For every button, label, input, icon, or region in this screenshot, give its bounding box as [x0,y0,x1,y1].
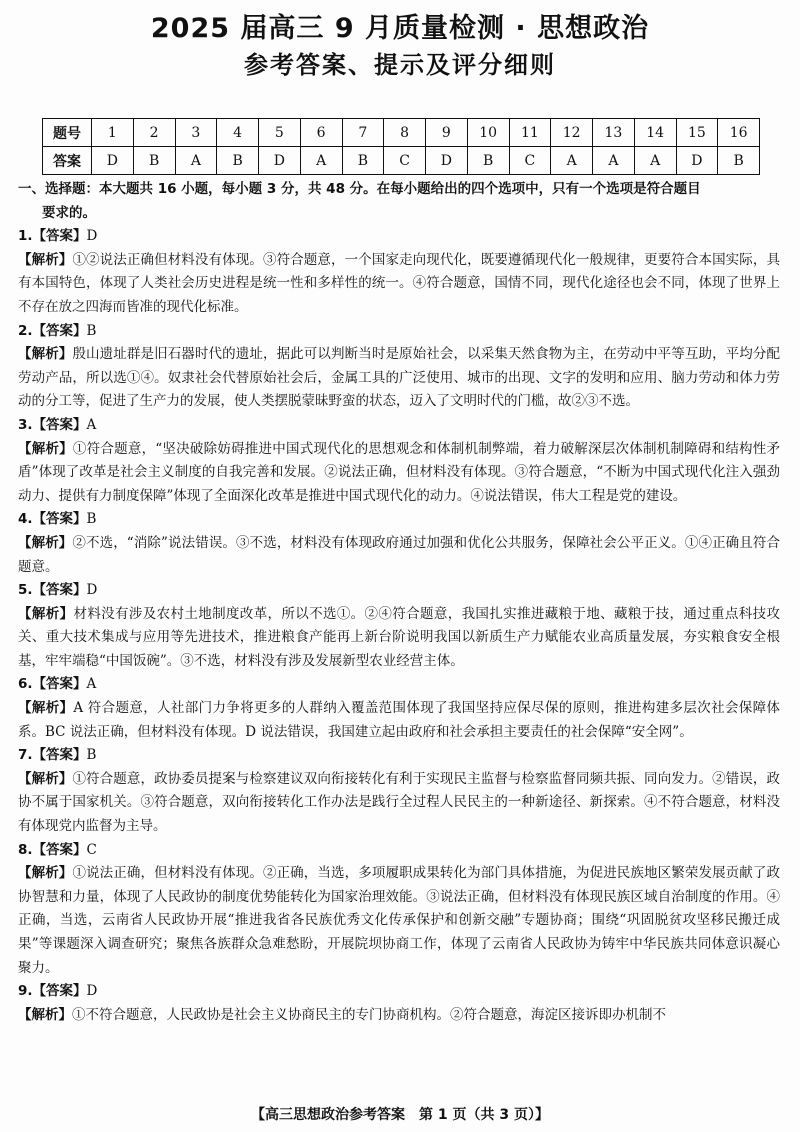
answer-letter: A [86,676,97,693]
answer-heading [18,980,780,1004]
answer-heading [18,839,780,863]
answer-table [42,118,760,175]
question-number: 8 [384,119,426,147]
section-heading: 一、选择题：本大题共 16 小题，每小题 3 分，共 48 分。在每小题给出的四个选项中，只有一个选项是符合题目 [18,181,701,197]
question-number: 5 [259,119,301,147]
answer-cell: A [634,147,676,175]
analysis-paragraph [18,1004,780,1028]
answer-cell: A [300,147,342,175]
answer-cell: B [217,147,259,175]
analysis-label: 【解析】 [18,251,73,268]
question-number: 16 [718,119,760,147]
analysis-paragraph [18,603,780,674]
question-block-1 [18,225,780,319]
question-number: 7 [342,119,384,147]
answer-letter: A [86,416,97,433]
answer-heading [18,225,780,249]
answer-label: 3.【答案】 [18,416,87,433]
answer-label: 2.【答案】 [18,322,87,339]
answer-cell: C [384,147,426,175]
question-number: 2 [133,119,175,147]
question-number: 3 [175,119,217,147]
analysis-label: 【解析】 [18,700,74,717]
question-number: 10 [467,119,509,147]
question-block-4 [18,508,780,579]
analysis-paragraph [18,697,780,744]
answer-table-row-label: 答案 [43,147,92,175]
answer-letter: B [86,747,97,764]
analysis-label: 【解析】 [18,346,73,363]
analysis-text: ①不符合题意，人民政协是社会主义协商民主的专门协商机构。②符合题意，海淀区接诉即办机制不 [72,1006,666,1023]
answer-letter: D [86,983,98,1000]
question-block-3 [18,414,780,508]
answer-label: 8.【答案】 [18,841,87,858]
answer-cell: B [467,147,509,175]
question-number: 6 [300,119,342,147]
analysis-label: 【解析】 [18,605,74,622]
answer-cell: D [676,147,718,175]
page-subtitle: 参考答案、提示及评分细则 [244,51,556,79]
answer-label: 4.【答案】 [18,511,87,528]
question-block-2 [18,320,780,414]
answer-cell: A [593,147,635,175]
answer-label: 1.【答案】 [18,228,87,245]
analysis-paragraph [18,249,780,320]
section-heading-continued: 要求的。 [42,204,96,221]
question-number: 13 [593,119,635,147]
answer-label: 7.【答案】 [18,747,87,764]
analysis-label: 【解析】 [18,440,73,457]
analysis-paragraph [18,438,780,509]
analysis-label: 【解析】 [18,770,73,787]
analysis-paragraph [18,862,780,980]
question-number: 14 [634,119,676,147]
page-footer: 【高三思想政治参考答案 第 1 页（共 3 页）】 [251,1107,549,1123]
question-number: 9 [426,119,468,147]
answer-table-row-label: 题号 [43,119,92,147]
answer-label: 9.【答案】 [18,983,87,1000]
answer-label: 5.【答案】 [18,582,87,599]
question-block-8 [18,839,780,981]
answer-cell: A [175,147,217,175]
page-title: 2025 届高三 9 月质量检测 · 思想政治 [150,13,650,44]
question-number: 11 [509,119,551,147]
answer-heading [18,673,780,697]
answer-cell: B [718,147,760,175]
analysis-label: 【解析】 [18,534,73,551]
answer-cell: B [133,147,175,175]
analysis-label: 【解析】 [18,865,73,882]
analysis-paragraph [18,532,780,579]
analysis-text: ①说法正确，但材料没有体现。②正确，当选，多项履职成果转化为部门具体措施，为促进民族地区繁荣发展贡献了政协智慧和力量，体现了人民政协的制度优势能转化为国家治理效能。③说法正确，但材料没有体现民族区域自治制度的作用。④正确，当选，云南省人民政协开展“推进我省各民族优秀文化传承保护和创新交融”专题协商；围绕“巩固脱贫攻坚移民搬迁成果”等课题深入调查研究；聚焦各族群众急难愁盼，开展院坝协商工作，体现了云南省人民政协为铸牢中华民族共同体意识凝心聚力。 [18,865,780,976]
answer-heading [18,579,780,603]
analysis-text: 殷山遗址群是旧石器时代的遗址，据此可以判断当时是原始社会，以采集天然食物为主，在劳动中平等互助，平均分配劳动产品，所以选①④。奴隶社会代替原始社会后，金属工具的广泛使用、城市的出现、文字的发明和应用、脑力劳动和体力劳动的分工等，促进了生产力的发展，使人类摆脱蒙昧野蛮的状态，迈入了文明时代的门槛，故②③不选。 [18,346,780,410]
answer-letter: D [86,228,98,245]
answer-cell: B [342,147,384,175]
answer-letter: D [86,582,98,599]
question-block-5 [18,579,780,673]
analysis-text: ②不选，“消除”说法错误。③不选，材料没有体现政府通过加强和优化公共服务，保障社会公平正义。①④正确且符合题意。 [18,534,780,575]
question-number: 4 [217,119,259,147]
answer-cell: D [92,147,134,175]
answer-label: 6.【答案】 [18,676,87,693]
answer-explanations [18,178,780,1027]
analysis-label: 【解析】 [18,1006,72,1023]
question-number: 15 [676,119,718,147]
question-number: 1 [92,119,134,147]
question-block-9 [18,980,780,1027]
answer-letter: C [86,841,97,858]
question-block-6 [18,673,780,744]
answer-cell: C [509,147,551,175]
analysis-text: A 符合题意，人社部门力争将更多的人群纳入覆盖范围体现了我国坚持应保尽保的原则，推进构建多层次社会保障体系。BC 说法正确，但材料没有体现。D 说法错误，我国建立起由政府和社会承担主要责任的社会保障“安全网”。 [18,700,780,740]
answer-heading [18,508,780,532]
answer-heading [18,744,780,768]
analysis-paragraph [18,343,780,414]
answer-letter: B [86,322,97,339]
analysis-text: ①②说法正确但材料没有体现。③符合题意，一个国家走向现代化，既要遵循现代化一般规律，更要符合本国实际，具有本国特色，体现了人类社会历史进程是统一性和多样性的统一。④符合题意，国情不同，现代化途径也会不同，体现了世界上不存在放之四海而皆准的现代化标准。 [18,251,780,315]
answer-cell: D [426,147,468,175]
answer-cell: A [551,147,593,175]
answer-cell: D [259,147,301,175]
question-number: 12 [551,119,593,147]
question-block-7 [18,744,780,838]
analysis-text: ①符合题意，“坚决破除妨碍推进中国式现代化的思想观念和体制机制弊端，着力破解深层次体制机制障碍和结构性矛盾”体现了改革是社会主义制度的自我完善和发展。②说法正确，但材料没有体现。③符合题意，“不断为中国式现代化注入强劲动力、提供有力制度保障”体现了全面深化改革是推进中国式现代化的动力。④说法错误，伟大工程是党的建设。 [18,440,780,504]
answer-heading [18,320,780,344]
answer-letter: B [86,511,97,528]
answer-heading [18,414,780,438]
answer-table-answer-row [43,147,760,175]
analysis-text: ①符合题意，政协委员提案与检察建议双向衔接转化有利于实现民主监督与检察监督同频共振、同向发力。②错误，政协不属于国家机关。③符合题意，双向衔接转化工作办法是践行全过程人民民主的一种新途径、新探索。④不符合题意，材料没有体现党内监督为主导。 [18,770,780,835]
answer-table-number-row [43,119,760,147]
analysis-text: 材料没有涉及农村土地制度改革，所以不选①。②④符合题意，我国扎实推进藏粮于地、藏粮于技，通过重点科技攻关、重大技术集成与应用等先进技术，推进粮食产能再上新台阶说明我国以新质生产力赋能农业高质量发展，夯实粮食安全根基，牢牢端稳“中国饭碗”。③不选，材料没有涉及发展新型农业经营主体。 [18,605,781,669]
analysis-paragraph [18,768,780,839]
